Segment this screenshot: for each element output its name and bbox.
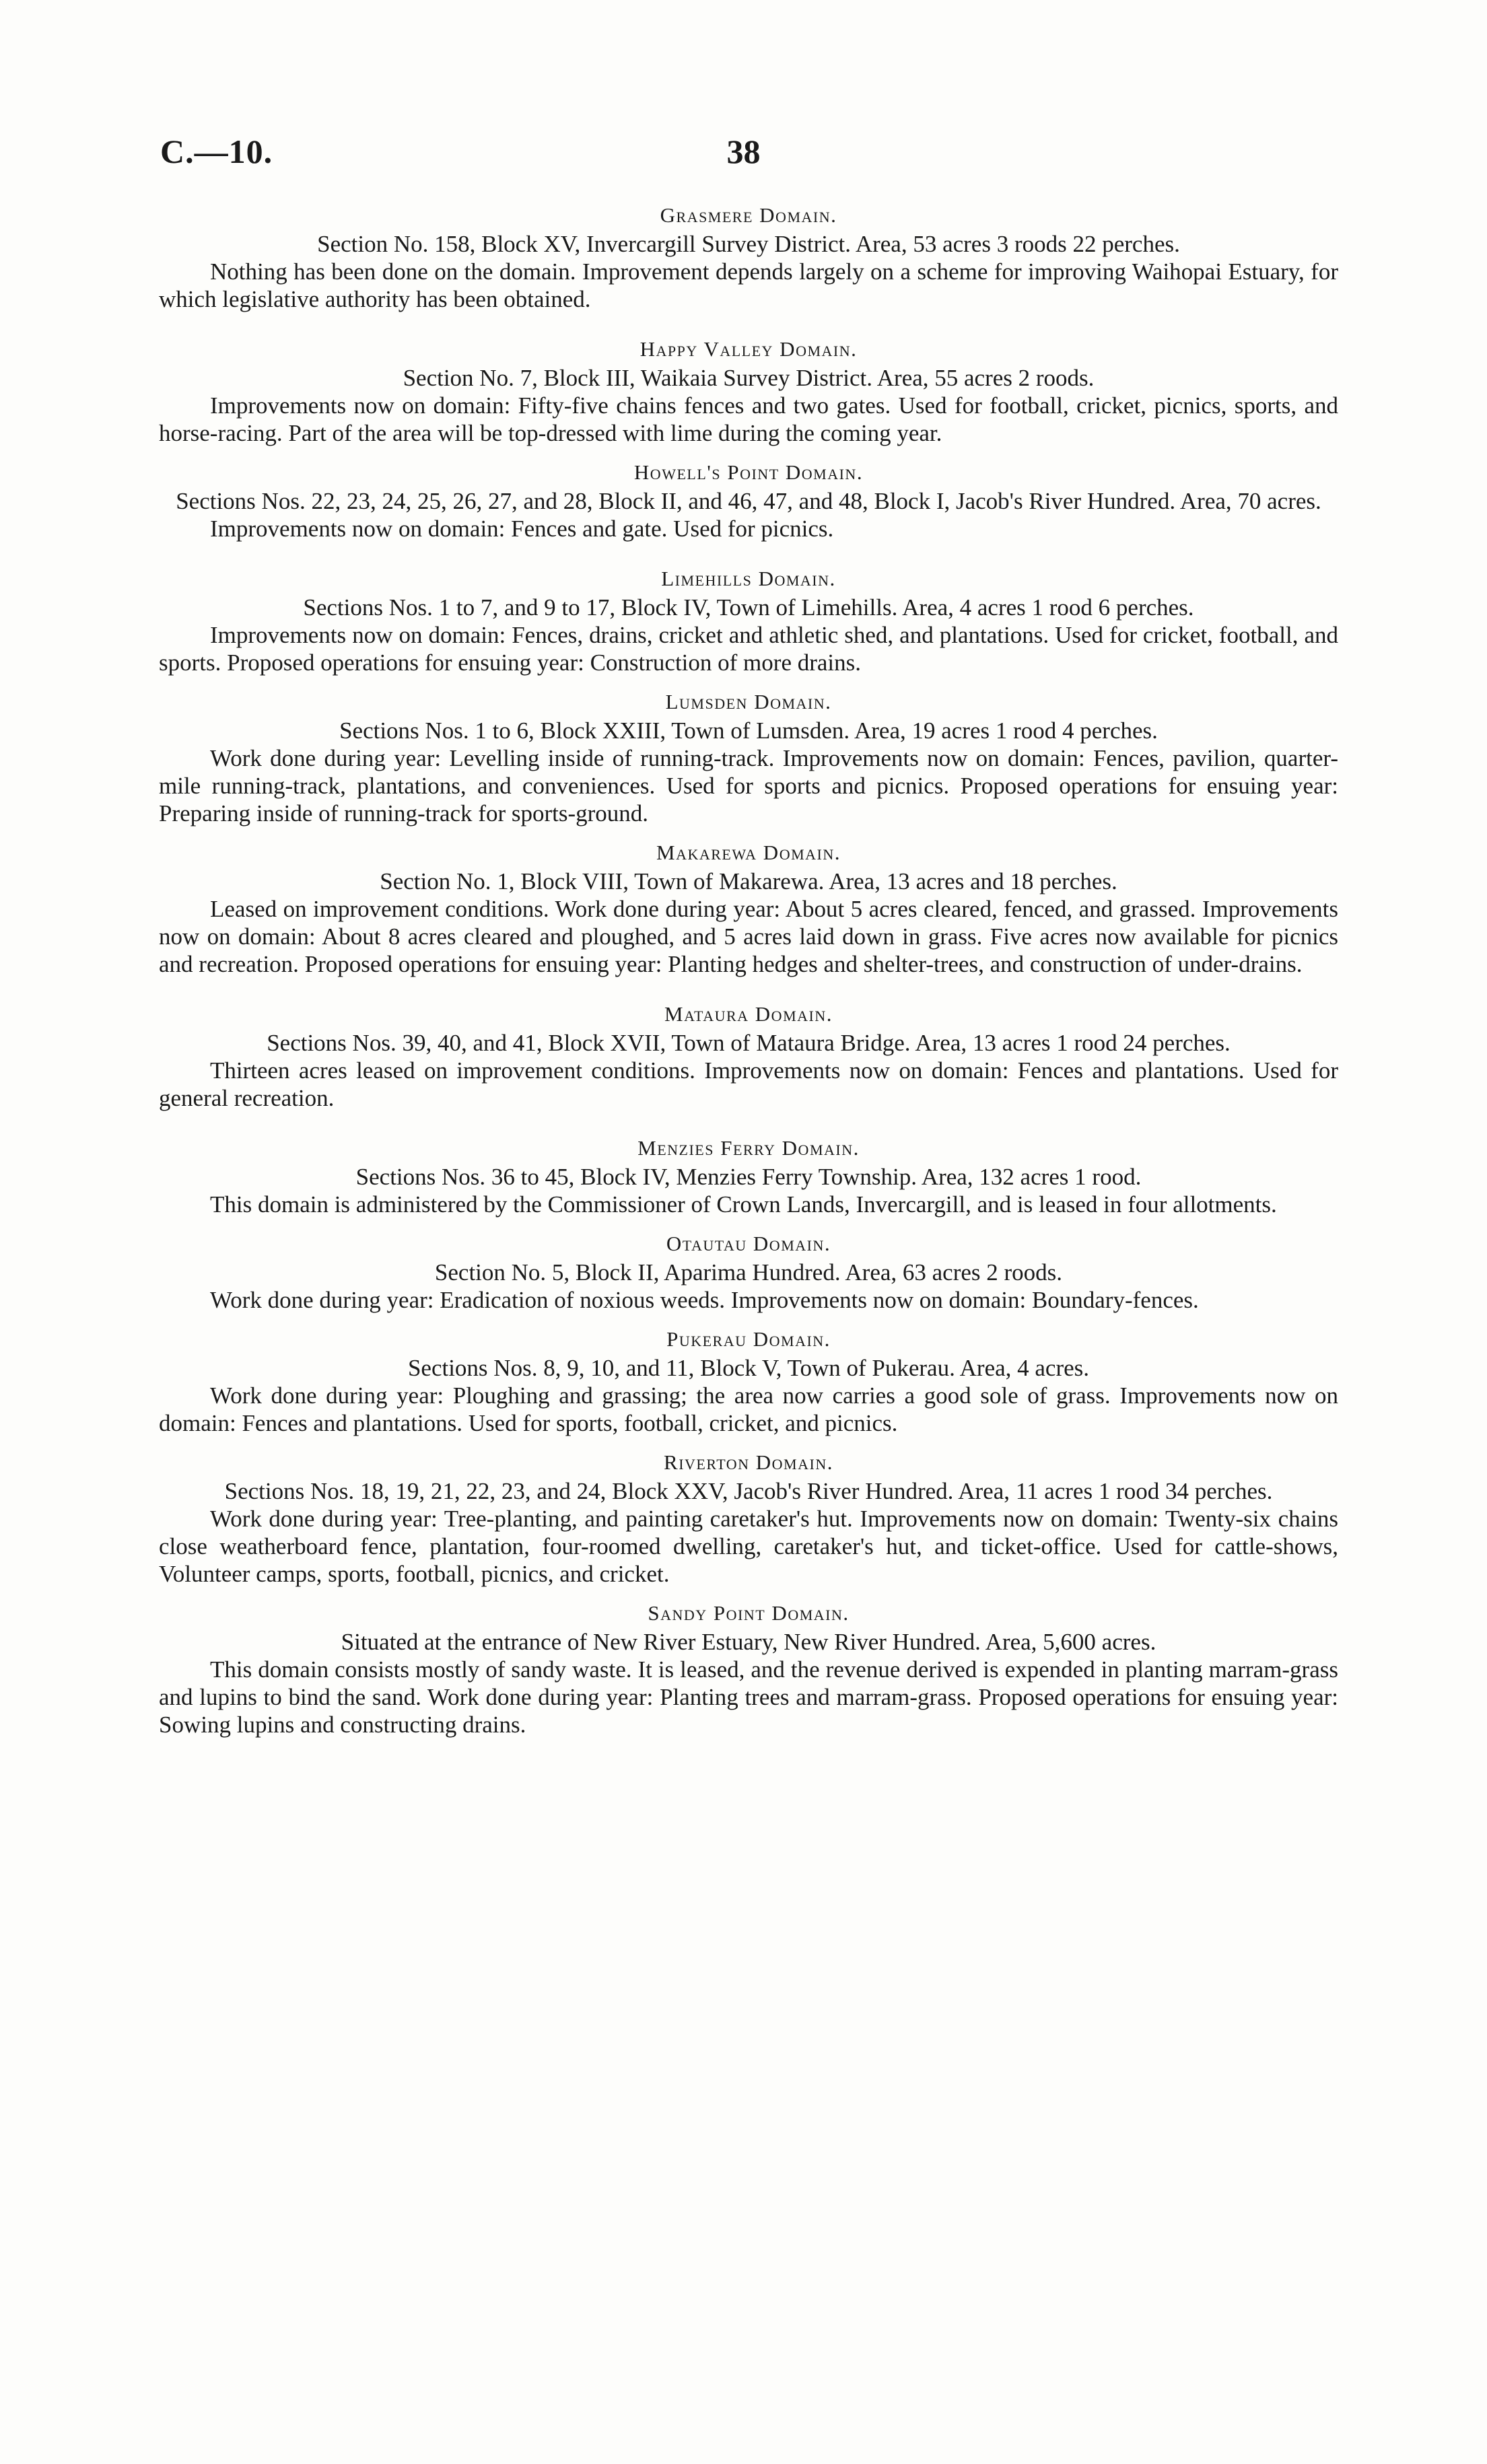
domain-description: Section No. 158, Block XV, Invercargill Survey District. Area, 53 acres 3 roods 22 perches. bbox=[317, 231, 1180, 257]
domain-description: Section No. 5, Block II, Aparima Hundred. Area, 63 acres 2 roods. bbox=[434, 1259, 1063, 1286]
domain-title: Lumsden Domain. bbox=[665, 690, 832, 713]
domain-title: Mataura Domain. bbox=[664, 1002, 833, 1026]
domain-title: Makarewa Domain. bbox=[656, 841, 841, 864]
domain-title: Grasmere Domain. bbox=[660, 203, 837, 227]
domain-description: Section No. 7, Block III, Waikaia Survey District. Area, 55 acres 2 roods. bbox=[403, 365, 1095, 391]
domain-section-menzies-ferry bbox=[159, 1135, 1338, 1218]
domain-body: Work done during year: Ploughing and grassing; the area now carries a good sole of grass. Improvements now on domain: Fences and plantations. Used for sports, football, cricket, and picnics. bbox=[159, 1382, 1338, 1436]
domain-description: Sections Nos. 36 to 45, Block IV, Menzies Ferry Township. Area, 132 acres 1 rood. bbox=[355, 1164, 1142, 1190]
domain-section-mataura bbox=[159, 1001, 1338, 1112]
domain-body: Improvements now on domain: Fences and gate. Used for picnics. bbox=[210, 516, 834, 542]
domain-section-otautau bbox=[159, 1230, 1338, 1314]
domain-title: Menzies Ferry Domain. bbox=[637, 1136, 860, 1160]
domain-body: Work done during year: Levelling inside of running-track. Improvements now on domain: Fences, pavilion, quarter-mile running-track, plantations, and conveniences. Used for sports and picnics. Proposed operations for ensuing year: Preparing inside of running-track for sports-ground. bbox=[159, 745, 1338, 826]
domain-description: Sections Nos. 18, 19, 21, 22, 23, and 24, Block XXV, Jacob's River Hundred. Area, 11 acres 1 rood 34 perches. bbox=[224, 1478, 1273, 1504]
domain-body: Work done during year: Tree-planting, and painting caretaker's hut. Improvements now on domain: Twenty-six chains close weatherboard fence, plantation, four-roomed dwelling, caretaker's hut, and ticket-office. Used for cattle-shows, Volunteer camps, sports, football, picnics, and cricket. bbox=[159, 1506, 1338, 1587]
domain-description: Section No. 1, Block VIII, Town of Makarewa. Area, 13 acres and 18 perches. bbox=[380, 868, 1117, 894]
domain-body: Thirteen acres leased on improvement conditions. Improvements now on domain: Fences and plantations. Used for general recreation. bbox=[159, 1057, 1338, 1111]
domain-description: Sections Nos. 1 to 6, Block XXIII, Town of Lumsden. Area, 19 acres 1 rood 4 perches. bbox=[339, 717, 1158, 744]
domain-title: Happy Valley Domain. bbox=[639, 337, 858, 361]
domain-description: Sections Nos. 22, 23, 24, 25, 26, 27, and 28, Block II, and 46, 47, and 48, Block I, Jacob's River Hundred. Area, 70 acres. bbox=[176, 488, 1321, 514]
domain-section-howells-point bbox=[159, 459, 1338, 542]
page-reference: C.—10. bbox=[160, 133, 273, 170]
domain-body: Leased on improvement conditions. Work done during year: About 5 acres cleared, fenced, and grassed. Improvements now on domain: About 8 acres cleared and ploughed, and 5 acres laid down in grass. Five acres now available for picnics and recreation. Proposed operations for ensuing year: Planting hedges and shelter-trees, and construction of under-drains. bbox=[159, 896, 1338, 977]
domain-body: Improvements now on domain: Fifty-five chains fences and two gates. Used for football, cricket, picnics, sports, and horse-racing. Part of the area will be top-dressed with lime during the coming year. bbox=[159, 392, 1338, 446]
domain-section-lumsden bbox=[159, 689, 1338, 827]
domain-title: Limehills Domain. bbox=[661, 567, 836, 590]
page-number: 38 bbox=[726, 133, 761, 170]
domain-list bbox=[159, 202, 1338, 1738]
domain-section-riverton bbox=[159, 1449, 1338, 1588]
domain-section-makarewa bbox=[159, 839, 1338, 978]
domain-section-grasmere bbox=[159, 202, 1338, 313]
domain-description: Sections Nos. 1 to 7, and 9 to 17, Block IV, Town of Limehills. Area, 4 acres 1 rood 6 perches. bbox=[303, 594, 1194, 621]
domain-title: Riverton Domain. bbox=[664, 1450, 833, 1474]
domain-section-happy-valley bbox=[159, 336, 1338, 447]
domain-section-sandy-point bbox=[159, 1600, 1338, 1738]
domain-body: Nothing has been done on the domain. Improvement depends largely on a scheme for improving Waihopai Estuary, for which legislative authority has been obtained. bbox=[159, 258, 1338, 312]
domain-section-pukerau bbox=[159, 1326, 1338, 1437]
domain-body: This domain consists mostly of sandy waste. It is leased, and the revenue derived is expended in planting marram-grass and lupins to bind the sand. Work done during year: Planting trees and marram-grass. Proposed operations for ensuing year: Sowing lupins and constructing drains. bbox=[159, 1656, 1338, 1738]
domain-description: Situated at the entrance of New River Estuary, New River Hundred. Area, 5,600 acres. bbox=[341, 1629, 1156, 1655]
domain-body: Work done during year: Eradication of noxious weeds. Improvements now on domain: Boundary-fences. bbox=[210, 1287, 1199, 1313]
domain-section-limehills bbox=[159, 565, 1338, 676]
domain-title: Pukerau Domain. bbox=[666, 1327, 831, 1351]
domain-title: Sandy Point Domain. bbox=[648, 1601, 850, 1625]
domain-body: Improvements now on domain: Fences, drains, cricket and athletic shed, and plantations. Used for cricket, football, and sports. Proposed operations for ensuing year: Construction of more drains. bbox=[159, 622, 1338, 676]
domain-title: Otautau Domain. bbox=[666, 1232, 831, 1255]
domain-description: Sections Nos. 8, 9, 10, and 11, Block V, Town of Pukerau. Area, 4 acres. bbox=[407, 1355, 1090, 1381]
domain-description: Sections Nos. 39, 40, and 41, Block XVII, Town of Mataura Bridge. Area, 13 acres 1 rood 24 perches. bbox=[267, 1030, 1231, 1056]
domain-title: Howell's Point Domain. bbox=[633, 460, 864, 484]
domain-body: This domain is administered by the Commissioner of Crown Lands, Invercargill, and is leased in four allotments. bbox=[210, 1191, 1277, 1218]
